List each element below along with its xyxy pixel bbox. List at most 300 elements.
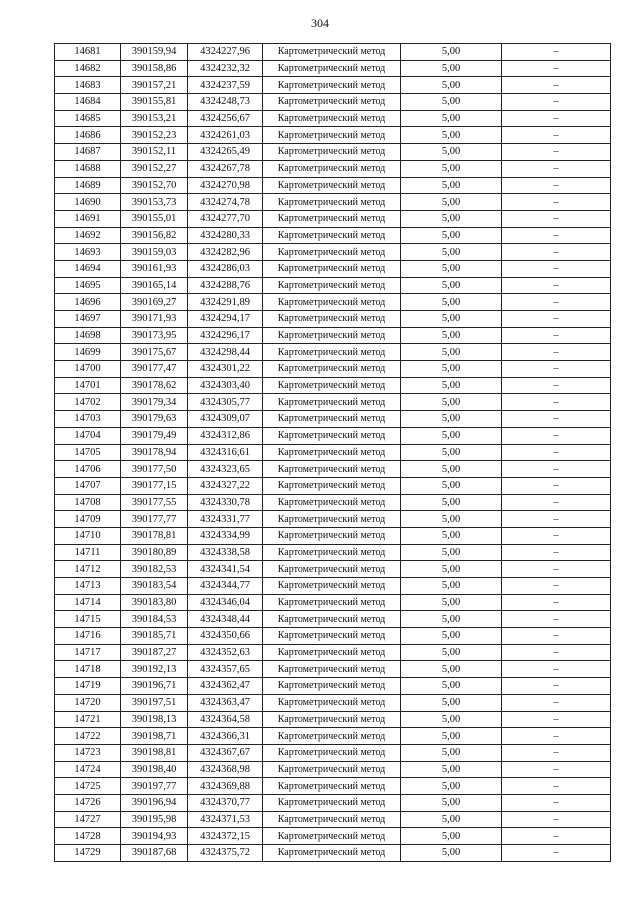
- x-coordinate-cell: 390161,93: [121, 260, 188, 277]
- table-row: [55, 511, 611, 528]
- note-cell: –: [502, 327, 611, 344]
- method-cell: Картометрический метод: [263, 694, 401, 711]
- y-coordinate-cell: 4324348,44: [188, 611, 263, 628]
- table-row: [55, 644, 611, 661]
- table-row: [55, 527, 611, 544]
- x-coordinate-cell: 390152,11: [121, 144, 188, 161]
- point-number-cell: 14717: [55, 644, 121, 661]
- x-coordinate-cell: 390180,89: [121, 544, 188, 561]
- accuracy-cell: 5,00: [401, 628, 502, 645]
- y-coordinate-cell: 4324232,32: [188, 60, 263, 77]
- point-number-cell: 14689: [55, 177, 121, 194]
- y-coordinate-cell: 4324277,70: [188, 210, 263, 227]
- note-cell: –: [502, 845, 611, 862]
- method-cell: Картометрический метод: [263, 194, 401, 211]
- y-coordinate-cell: 4324344,77: [188, 578, 263, 595]
- y-coordinate-cell: 4324267,78: [188, 160, 263, 177]
- accuracy-cell: 5,00: [401, 177, 502, 194]
- point-number-cell: 14685: [55, 110, 121, 127]
- method-cell: Картометрический метод: [263, 94, 401, 111]
- y-coordinate-cell: 4324341,54: [188, 561, 263, 578]
- note-cell: –: [502, 260, 611, 277]
- x-coordinate-cell: 390179,49: [121, 427, 188, 444]
- note-cell: –: [502, 411, 611, 428]
- note-cell: –: [502, 377, 611, 394]
- method-cell: Картометрический метод: [263, 845, 401, 862]
- y-coordinate-cell: 4324357,65: [188, 661, 263, 678]
- x-coordinate-cell: 390152,70: [121, 177, 188, 194]
- point-number-cell: 14722: [55, 728, 121, 745]
- method-cell: Картометрический метод: [263, 344, 401, 361]
- accuracy-cell: 5,00: [401, 411, 502, 428]
- note-cell: –: [502, 628, 611, 645]
- note-cell: –: [502, 244, 611, 261]
- point-number-cell: 14715: [55, 611, 121, 628]
- point-number-cell: 14719: [55, 678, 121, 695]
- x-coordinate-cell: 390194,93: [121, 828, 188, 845]
- table-row: [55, 110, 611, 127]
- point-number-cell: 14728: [55, 828, 121, 845]
- method-cell: Картометрический метод: [263, 511, 401, 528]
- y-coordinate-cell: 4324338,58: [188, 544, 263, 561]
- table-row: [55, 394, 611, 411]
- x-coordinate-cell: 390198,71: [121, 728, 188, 745]
- point-number-cell: 14708: [55, 494, 121, 511]
- x-coordinate-cell: 390198,13: [121, 711, 188, 728]
- note-cell: –: [502, 527, 611, 544]
- x-coordinate-cell: 390195,98: [121, 811, 188, 828]
- accuracy-cell: 5,00: [401, 394, 502, 411]
- method-cell: Картометрический метод: [263, 644, 401, 661]
- page-number: 304: [311, 16, 329, 30]
- note-cell: –: [502, 294, 611, 311]
- table-row: [55, 194, 611, 211]
- table-body: [55, 44, 611, 862]
- y-coordinate-cell: 4324270,98: [188, 177, 263, 194]
- table-row: [55, 744, 611, 761]
- method-cell: Картометрический метод: [263, 544, 401, 561]
- x-coordinate-cell: 390182,53: [121, 561, 188, 578]
- accuracy-cell: 5,00: [401, 110, 502, 127]
- x-coordinate-cell: 390196,94: [121, 794, 188, 811]
- x-coordinate-cell: 390175,67: [121, 344, 188, 361]
- y-coordinate-cell: 4324303,40: [188, 377, 263, 394]
- x-coordinate-cell: 390197,51: [121, 694, 188, 711]
- y-coordinate-cell: 4324331,77: [188, 511, 263, 528]
- accuracy-cell: 5,00: [401, 210, 502, 227]
- x-coordinate-cell: 390177,47: [121, 361, 188, 378]
- accuracy-cell: 5,00: [401, 327, 502, 344]
- note-cell: –: [502, 361, 611, 378]
- note-cell: –: [502, 210, 611, 227]
- method-cell: Картометрический метод: [263, 127, 401, 144]
- table-row: [55, 227, 611, 244]
- accuracy-cell: 5,00: [401, 644, 502, 661]
- point-number-cell: 14684: [55, 94, 121, 111]
- point-number-cell: 14713: [55, 578, 121, 595]
- method-cell: Картометрический метод: [263, 811, 401, 828]
- note-cell: –: [502, 728, 611, 745]
- method-cell: Картометрический метод: [263, 311, 401, 328]
- table-row: [55, 444, 611, 461]
- y-coordinate-cell: 4324327,22: [188, 477, 263, 494]
- method-cell: Картометрический метод: [263, 711, 401, 728]
- note-cell: –: [502, 277, 611, 294]
- point-number-cell: 14691: [55, 210, 121, 227]
- x-coordinate-cell: 390192,13: [121, 661, 188, 678]
- table-row: [55, 544, 611, 561]
- x-coordinate-cell: 390177,77: [121, 511, 188, 528]
- x-coordinate-cell: 390155,01: [121, 210, 188, 227]
- accuracy-cell: 5,00: [401, 311, 502, 328]
- accuracy-cell: 5,00: [401, 244, 502, 261]
- x-coordinate-cell: 390185,71: [121, 628, 188, 645]
- accuracy-cell: 5,00: [401, 344, 502, 361]
- x-coordinate-cell: 390153,73: [121, 194, 188, 211]
- method-cell: Картометрический метод: [263, 461, 401, 478]
- note-cell: –: [502, 828, 611, 845]
- note-cell: –: [502, 44, 611, 61]
- accuracy-cell: 5,00: [401, 444, 502, 461]
- note-cell: –: [502, 578, 611, 595]
- point-number-cell: 14693: [55, 244, 121, 261]
- table-row: [55, 778, 611, 795]
- table-row: [55, 260, 611, 277]
- x-coordinate-cell: 390159,03: [121, 244, 188, 261]
- point-number-cell: 14697: [55, 311, 121, 328]
- y-coordinate-cell: 4324323,65: [188, 461, 263, 478]
- note-cell: –: [502, 744, 611, 761]
- method-cell: Картометрический метод: [263, 177, 401, 194]
- accuracy-cell: 5,00: [401, 44, 502, 61]
- point-number-cell: 14701: [55, 377, 121, 394]
- note-cell: –: [502, 778, 611, 795]
- method-cell: Картометрический метод: [263, 60, 401, 77]
- accuracy-cell: 5,00: [401, 511, 502, 528]
- accuracy-cell: 5,00: [401, 494, 502, 511]
- note-cell: –: [502, 661, 611, 678]
- y-coordinate-cell: 4324286,03: [188, 260, 263, 277]
- accuracy-cell: 5,00: [401, 60, 502, 77]
- table-row: [55, 210, 611, 227]
- point-number-cell: 14712: [55, 561, 121, 578]
- x-coordinate-cell: 390178,62: [121, 377, 188, 394]
- method-cell: Картометрический метод: [263, 144, 401, 161]
- note-cell: –: [502, 227, 611, 244]
- y-coordinate-cell: 4324368,98: [188, 761, 263, 778]
- accuracy-cell: 5,00: [401, 794, 502, 811]
- note-cell: –: [502, 311, 611, 328]
- x-coordinate-cell: 390177,55: [121, 494, 188, 511]
- method-cell: Картометрический метод: [263, 828, 401, 845]
- point-number-cell: 14716: [55, 628, 121, 645]
- point-number-cell: 14723: [55, 744, 121, 761]
- accuracy-cell: 5,00: [401, 845, 502, 862]
- method-cell: Картометрический метод: [263, 411, 401, 428]
- point-number-cell: 14705: [55, 444, 121, 461]
- x-coordinate-cell: 390179,63: [121, 411, 188, 428]
- y-coordinate-cell: 4324346,04: [188, 594, 263, 611]
- note-cell: –: [502, 444, 611, 461]
- y-coordinate-cell: 4324261,03: [188, 127, 263, 144]
- accuracy-cell: 5,00: [401, 277, 502, 294]
- point-number-cell: 14686: [55, 127, 121, 144]
- note-cell: –: [502, 144, 611, 161]
- x-coordinate-cell: 390165,14: [121, 277, 188, 294]
- x-coordinate-cell: 390152,27: [121, 160, 188, 177]
- table-row: [55, 327, 611, 344]
- point-number-cell: 14682: [55, 60, 121, 77]
- accuracy-cell: 5,00: [401, 544, 502, 561]
- x-coordinate-cell: 390179,34: [121, 394, 188, 411]
- accuracy-cell: 5,00: [401, 711, 502, 728]
- x-coordinate-cell: 390177,50: [121, 461, 188, 478]
- point-number-cell: 14681: [55, 44, 121, 61]
- note-cell: –: [502, 611, 611, 628]
- method-cell: Картометрический метод: [263, 778, 401, 795]
- table-row: [55, 160, 611, 177]
- table-row: [55, 177, 611, 194]
- y-coordinate-cell: 4324372,15: [188, 828, 263, 845]
- table-row: [55, 728, 611, 745]
- y-coordinate-cell: 4324282,96: [188, 244, 263, 261]
- note-cell: –: [502, 694, 611, 711]
- table-row: [55, 761, 611, 778]
- point-number-cell: 14707: [55, 477, 121, 494]
- method-cell: Картометрический метод: [263, 594, 401, 611]
- method-cell: Картометрический метод: [263, 611, 401, 628]
- x-coordinate-cell: 390153,21: [121, 110, 188, 127]
- y-coordinate-cell: 4324375,72: [188, 845, 263, 862]
- method-cell: Картометрический метод: [263, 794, 401, 811]
- y-coordinate-cell: 4324316,61: [188, 444, 263, 461]
- point-number-cell: 14695: [55, 277, 121, 294]
- method-cell: Картометрический метод: [263, 744, 401, 761]
- y-coordinate-cell: 4324362,47: [188, 678, 263, 695]
- accuracy-cell: 5,00: [401, 477, 502, 494]
- point-number-cell: 14694: [55, 260, 121, 277]
- table-row: [55, 277, 611, 294]
- x-coordinate-cell: 390187,68: [121, 845, 188, 862]
- method-cell: Картометрический метод: [263, 77, 401, 94]
- y-coordinate-cell: 4324298,44: [188, 344, 263, 361]
- accuracy-cell: 5,00: [401, 678, 502, 695]
- x-coordinate-cell: 390171,93: [121, 311, 188, 328]
- point-number-cell: 14720: [55, 694, 121, 711]
- point-number-cell: 14709: [55, 511, 121, 528]
- method-cell: Картометрический метод: [263, 260, 401, 277]
- accuracy-cell: 5,00: [401, 427, 502, 444]
- note-cell: –: [502, 427, 611, 444]
- point-number-cell: 14714: [55, 594, 121, 611]
- point-number-cell: 14683: [55, 77, 121, 94]
- accuracy-cell: 5,00: [401, 728, 502, 745]
- note-cell: –: [502, 511, 611, 528]
- accuracy-cell: 5,00: [401, 294, 502, 311]
- y-coordinate-cell: 4324350,66: [188, 628, 263, 645]
- point-number-cell: 14710: [55, 527, 121, 544]
- point-number-cell: 14706: [55, 461, 121, 478]
- table-row: [55, 711, 611, 728]
- table-row: [55, 611, 611, 628]
- table-row: [55, 60, 611, 77]
- method-cell: Картометрический метод: [263, 394, 401, 411]
- y-coordinate-cell: 4324312,86: [188, 427, 263, 444]
- point-number-cell: 14726: [55, 794, 121, 811]
- y-coordinate-cell: 4324248,73: [188, 94, 263, 111]
- table-row: [55, 144, 611, 161]
- table-row: [55, 94, 611, 111]
- table-row: [55, 344, 611, 361]
- accuracy-cell: 5,00: [401, 377, 502, 394]
- y-coordinate-cell: 4324334,99: [188, 527, 263, 544]
- accuracy-cell: 5,00: [401, 561, 502, 578]
- table-row: [55, 244, 611, 261]
- table-row: [55, 411, 611, 428]
- y-coordinate-cell: 4324352,63: [188, 644, 263, 661]
- point-number-cell: 14725: [55, 778, 121, 795]
- x-coordinate-cell: 390155,81: [121, 94, 188, 111]
- note-cell: –: [502, 494, 611, 511]
- method-cell: Картометрический метод: [263, 477, 401, 494]
- table-row: [55, 294, 611, 311]
- point-number-cell: 14698: [55, 327, 121, 344]
- x-coordinate-cell: 390178,94: [121, 444, 188, 461]
- y-coordinate-cell: 4324305,77: [188, 394, 263, 411]
- table-row: [55, 828, 611, 845]
- y-coordinate-cell: 4324369,88: [188, 778, 263, 795]
- table-row: [55, 594, 611, 611]
- accuracy-cell: 5,00: [401, 361, 502, 378]
- accuracy-cell: 5,00: [401, 77, 502, 94]
- method-cell: Картометрический метод: [263, 361, 401, 378]
- note-cell: –: [502, 594, 611, 611]
- table-row: [55, 44, 611, 61]
- accuracy-cell: 5,00: [401, 828, 502, 845]
- method-cell: Картометрический метод: [263, 494, 401, 511]
- x-coordinate-cell: 390183,80: [121, 594, 188, 611]
- note-cell: –: [502, 544, 611, 561]
- y-coordinate-cell: 4324370,77: [188, 794, 263, 811]
- accuracy-cell: 5,00: [401, 661, 502, 678]
- point-number-cell: 14696: [55, 294, 121, 311]
- x-coordinate-cell: 390157,21: [121, 77, 188, 94]
- method-cell: Картометрический метод: [263, 628, 401, 645]
- accuracy-cell: 5,00: [401, 811, 502, 828]
- note-cell: –: [502, 461, 611, 478]
- accuracy-cell: 5,00: [401, 694, 502, 711]
- y-coordinate-cell: 4324256,67: [188, 110, 263, 127]
- point-number-cell: 14729: [55, 845, 121, 862]
- point-number-cell: 14690: [55, 194, 121, 211]
- y-coordinate-cell: 4324363,47: [188, 694, 263, 711]
- x-coordinate-cell: 390197,77: [121, 778, 188, 795]
- table-row: [55, 127, 611, 144]
- accuracy-cell: 5,00: [401, 611, 502, 628]
- x-coordinate-cell: 390177,15: [121, 477, 188, 494]
- method-cell: Картометрический метод: [263, 277, 401, 294]
- y-coordinate-cell: 4324367,67: [188, 744, 263, 761]
- method-cell: Картометрический метод: [263, 427, 401, 444]
- method-cell: Картометрический метод: [263, 561, 401, 578]
- point-number-cell: 14688: [55, 160, 121, 177]
- note-cell: –: [502, 110, 611, 127]
- accuracy-cell: 5,00: [401, 744, 502, 761]
- y-coordinate-cell: 4324301,22: [188, 361, 263, 378]
- y-coordinate-cell: 4324330,78: [188, 494, 263, 511]
- accuracy-cell: 5,00: [401, 160, 502, 177]
- method-cell: Картометрический метод: [263, 327, 401, 344]
- y-coordinate-cell: 4324227,96: [188, 44, 263, 61]
- point-number-cell: 14704: [55, 427, 121, 444]
- x-coordinate-cell: 390159,94: [121, 44, 188, 61]
- note-cell: –: [502, 794, 611, 811]
- accuracy-cell: 5,00: [401, 144, 502, 161]
- x-coordinate-cell: 390169,27: [121, 294, 188, 311]
- method-cell: Картометрический метод: [263, 678, 401, 695]
- accuracy-cell: 5,00: [401, 127, 502, 144]
- point-number-cell: 14692: [55, 227, 121, 244]
- point-number-cell: 14687: [55, 144, 121, 161]
- x-coordinate-cell: 390187,27: [121, 644, 188, 661]
- note-cell: –: [502, 644, 611, 661]
- x-coordinate-cell: 390156,82: [121, 227, 188, 244]
- y-coordinate-cell: 4324294,17: [188, 311, 263, 328]
- x-coordinate-cell: 390183,54: [121, 578, 188, 595]
- note-cell: –: [502, 94, 611, 111]
- table-row: [55, 561, 611, 578]
- x-coordinate-cell: 390198,81: [121, 744, 188, 761]
- method-cell: Картометрический метод: [263, 377, 401, 394]
- coordinates-table: [54, 43, 611, 862]
- x-coordinate-cell: 390173,95: [121, 327, 188, 344]
- table-row: [55, 311, 611, 328]
- x-coordinate-cell: 390178,81: [121, 527, 188, 544]
- table-row: [55, 661, 611, 678]
- note-cell: –: [502, 811, 611, 828]
- table-row: [55, 678, 611, 695]
- point-number-cell: 14699: [55, 344, 121, 361]
- note-cell: –: [502, 60, 611, 77]
- y-coordinate-cell: 4324237,59: [188, 77, 263, 94]
- method-cell: Картометрический метод: [263, 728, 401, 745]
- y-coordinate-cell: 4324309,07: [188, 411, 263, 428]
- note-cell: –: [502, 194, 611, 211]
- accuracy-cell: 5,00: [401, 761, 502, 778]
- x-coordinate-cell: 390158,86: [121, 60, 188, 77]
- y-coordinate-cell: 4324366,31: [188, 728, 263, 745]
- x-coordinate-cell: 390198,40: [121, 761, 188, 778]
- method-cell: Картометрический метод: [263, 444, 401, 461]
- table-row: [55, 694, 611, 711]
- table-row: [55, 628, 611, 645]
- accuracy-cell: 5,00: [401, 578, 502, 595]
- y-coordinate-cell: 4324371,53: [188, 811, 263, 828]
- note-cell: –: [502, 127, 611, 144]
- method-cell: Картометрический метод: [263, 578, 401, 595]
- accuracy-cell: 5,00: [401, 227, 502, 244]
- point-number-cell: 14711: [55, 544, 121, 561]
- method-cell: Картометрический метод: [263, 110, 401, 127]
- method-cell: Картометрический метод: [263, 761, 401, 778]
- y-coordinate-cell: 4324280,33: [188, 227, 263, 244]
- accuracy-cell: 5,00: [401, 260, 502, 277]
- y-coordinate-cell: 4324288,76: [188, 277, 263, 294]
- note-cell: –: [502, 711, 611, 728]
- note-cell: –: [502, 160, 611, 177]
- y-coordinate-cell: 4324296,17: [188, 327, 263, 344]
- point-number-cell: 14724: [55, 761, 121, 778]
